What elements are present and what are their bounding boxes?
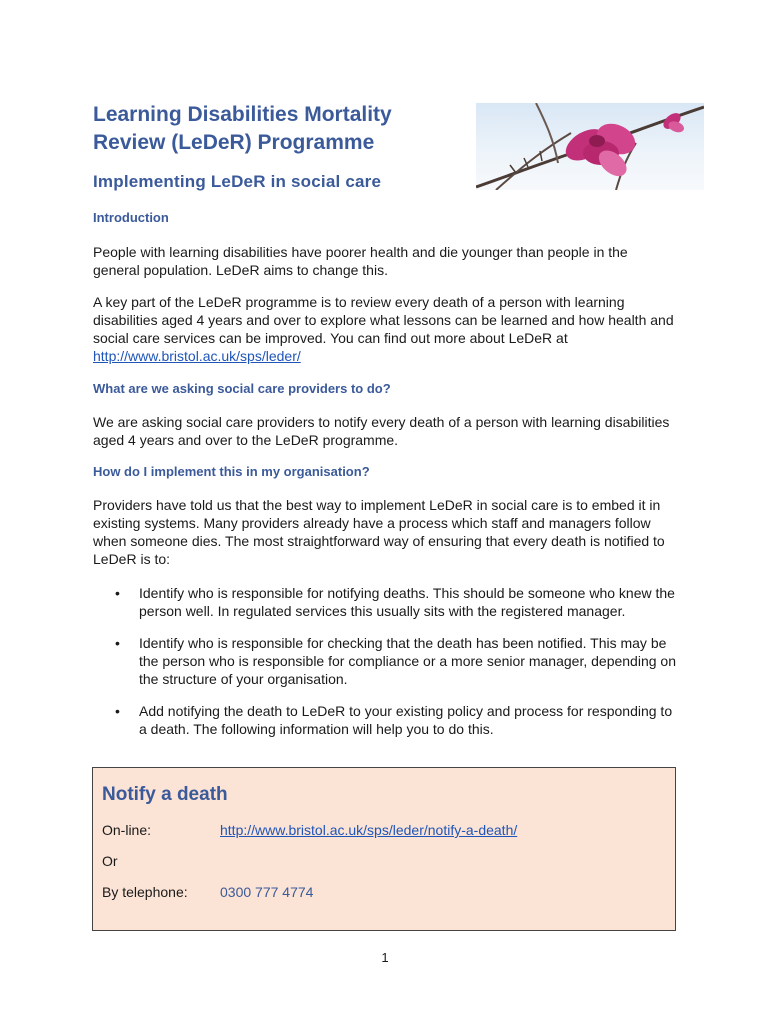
page-subtitle: Implementing LeDeR in social care: [93, 172, 382, 191]
notify-online-link[interactable]: http://www.bristol.ac.uk/sps/leder/notify-a-death/: [220, 822, 518, 838]
implementation-steps-list: [93, 584, 683, 752]
or-label: Or: [102, 853, 118, 869]
ask-heading: What are we asking social care providers to do?: [93, 381, 391, 396]
bullet-icon: •: [115, 585, 120, 601]
list-item: [93, 702, 683, 738]
notify-a-death-box: [92, 767, 676, 931]
notify-title: Notify a death: [102, 784, 228, 805]
bullet-icon: •: [115, 703, 120, 719]
page-title: Learning Disabilities Mortality Review (LeDeR) Programme: [93, 103, 392, 154]
intro-paragraph-2-text: A key part of the LeDeR programme is to review every death of a person with learning disabilities aged 4 years and over to explore what lessons can be learned and how health and social care services can be improved. You can find out more about LeDeR at: [93, 294, 674, 346]
implement-heading: How do I implement this in my organisation?: [93, 464, 370, 479]
magnolia-blossom-icon: [476, 103, 704, 190]
introduction-heading: Introduction: [93, 210, 169, 225]
list-item-text: Identify who is responsible for notifying deaths. This should be someone who knew the person well. In regulated services this usually sits with the registered manager.: [139, 585, 675, 619]
magnolia-blossom-image: [476, 103, 704, 190]
bullet-icon: •: [115, 635, 120, 651]
leder-website-link[interactable]: http://www.bristol.ac.uk/sps/leder/: [93, 348, 301, 364]
implement-paragraph: Providers have told us that the best way to implement LeDeR in social care is to embed it in existing systems. Many providers already have a process which staff and managers follow when someone dies. The most straightforward way of ensuring that every death is notified to LeDeR is to:: [93, 497, 665, 567]
page-number: 1: [381, 950, 389, 965]
telephone-label: By telephone:: [102, 884, 188, 900]
list-item: [93, 634, 683, 688]
list-item-text: Identify who is responsible for checking that the death has been notified. This may be the person who is responsible for compliance or a more senior manager, depending on the structure of your organisation.: [139, 635, 676, 687]
list-item-text: Add notifying the death to LeDeR to your existing policy and process for responding to a death. The following information will help you to do this.: [139, 703, 673, 737]
telephone-number: 0300 777 4774: [220, 884, 314, 900]
intro-paragraph-2: [93, 293, 678, 365]
ask-paragraph: We are asking social care providers to notify every death of a person with learning disabilities aged 4 years and over to the LeDeR programme.: [93, 414, 670, 448]
intro-paragraph-1: People with learning disabilities have poorer health and die younger than people in the general population. LeDeR aims to change this.: [93, 244, 628, 278]
list-item: [93, 584, 683, 620]
online-label: On-line:: [102, 822, 152, 838]
